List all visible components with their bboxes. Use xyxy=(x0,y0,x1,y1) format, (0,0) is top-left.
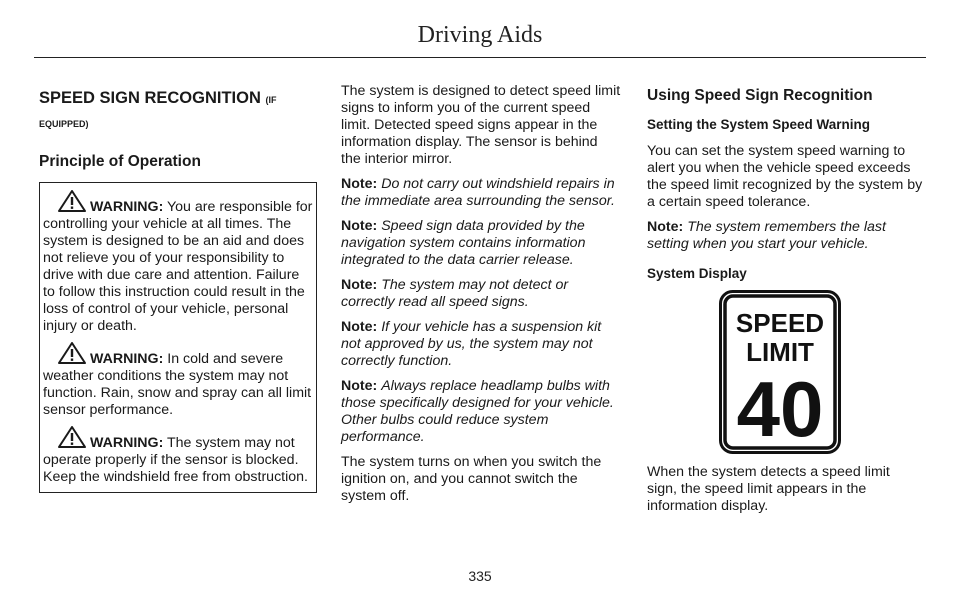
note-paragraph xyxy=(341,176,621,210)
note-label: Note: xyxy=(341,176,378,192)
section-title-suffix: (IF xyxy=(265,95,277,105)
intro-paragraph: The system is designed to detect speed limit signs to inform you of the current speed limit. Detected speed signs appear in the information display. The sensor is behind the interior mirror. xyxy=(341,83,621,167)
warning-text: You are responsible for controlling your vehicle at all times. The system is designed to be an aid and does not relieve you of your responsibility to drive with due care and attention. Failure to follow this instruction could result in the loss of control of your vehicle, personal injury or death. xyxy=(43,199,313,334)
right-column xyxy=(647,83,923,523)
note-text: Always replace headlamp bulbs with those specifically designed for your vehicle. Other bulbs could reduce system performance. xyxy=(341,378,614,445)
page-header xyxy=(0,0,960,58)
section-title-continuation: EQUIPPED) xyxy=(39,119,89,129)
middle-column xyxy=(341,83,621,513)
speed-limit-sign-illustration xyxy=(719,290,841,454)
note-text: If your vehicle has a suspension kit not approved by us, the system may not correctly function. xyxy=(341,319,602,369)
header-rule xyxy=(34,57,926,58)
warning-label: WARNING: xyxy=(90,351,164,367)
subheading-speed-warning: Setting the System Speed Warning xyxy=(647,117,871,132)
sign-line-speed: SPEED xyxy=(735,308,825,338)
note-paragraph xyxy=(647,219,923,253)
sign-speed-number: 40 xyxy=(736,365,824,453)
note-label: Note: xyxy=(341,319,378,335)
note-paragraph xyxy=(341,218,621,269)
note-text: Speed sign data provided by the navigation system contains information integrated to the data carrier release. xyxy=(341,218,586,268)
heading-using-speed-sign: Using Speed Sign Recognition xyxy=(647,87,873,104)
speed-limit-sign-icon xyxy=(719,290,841,454)
speed-warning-paragraph: You can set the system speed warning to alert you when the vehicle speed exceeds the speed limit recognized by the system by a certain speed tolerance. xyxy=(647,143,923,210)
section-title xyxy=(39,88,315,110)
note-label: Note: xyxy=(647,219,684,235)
warning-triangle-icon xyxy=(57,189,87,213)
page-title: Driving Aids xyxy=(417,22,543,48)
warning-item xyxy=(43,341,313,419)
left-column xyxy=(39,82,315,493)
subheading-system-display: System Display xyxy=(647,266,747,281)
warning-triangle-icon xyxy=(57,341,87,365)
warning-item xyxy=(43,425,313,486)
note-label: Note: xyxy=(341,378,378,394)
note-text: Do not carry out windshield repairs in the immediate area surrounding the sensor. xyxy=(341,176,615,209)
warning-text: In cold and severe weather conditions the system may not function. Rain, snow and spray can all limit sensor performance. xyxy=(43,351,312,418)
display-paragraph: When the system detects a speed limit sign, the speed limit appears in the information display. xyxy=(647,464,890,514)
warning-text: The system may not operate properly if the sensor is blocked. Keep the windshield free from obstruction. xyxy=(43,435,308,485)
note-paragraph xyxy=(341,319,621,370)
page-number: 335 xyxy=(468,568,492,584)
closing-paragraph: The system turns on when you switch the ignition on, and you cannot switch the system off. xyxy=(341,454,602,504)
sign-line-limit: LIMIT xyxy=(746,337,814,367)
warning-label: WARNING: xyxy=(90,199,164,215)
subheading-principle: Principle of Operation xyxy=(39,153,201,170)
note-text: The system remembers the last setting when you start your vehicle. xyxy=(647,219,886,252)
warning-item xyxy=(43,189,313,335)
note-label: Note: xyxy=(341,277,378,293)
warning-triangle-icon xyxy=(57,425,87,449)
warning-box xyxy=(39,182,317,493)
note-label: Note: xyxy=(341,218,378,234)
note-text: The system may not detect or correctly read all speed signs. xyxy=(341,277,569,310)
note-paragraph xyxy=(341,378,621,446)
warning-label: WARNING: xyxy=(90,435,164,451)
note-paragraph xyxy=(341,277,621,311)
section-title-text: SPEED SIGN RECOGNITION xyxy=(39,89,261,107)
